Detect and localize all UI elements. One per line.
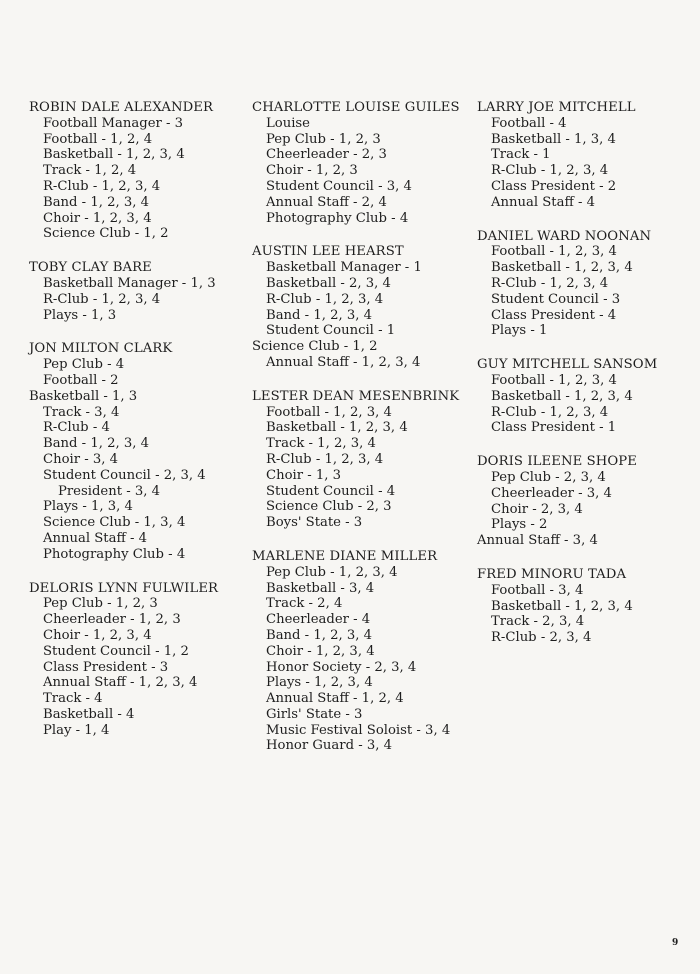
activity-line: Plays - 1, 2, 3, 4	[266, 675, 373, 691]
student-name: ROBIN DALE ALEXANDER	[29, 100, 214, 115]
activity-line: R-Club - 1, 2, 3, 4	[491, 404, 609, 420]
student-entry	[29, 260, 249, 323]
student-entry	[477, 357, 697, 436]
activity-line: Music Festival Soloist - 3, 4	[266, 722, 451, 738]
activity-line: R-Club - 1, 2, 3, 4	[43, 291, 161, 307]
activity-line: Class President - 1	[491, 420, 617, 436]
activity-line: Choir - 1, 2, 3	[266, 163, 358, 179]
activity-line: Track - 1	[491, 147, 551, 163]
activity-line: Science Club - 1, 2	[252, 339, 378, 355]
student-name: CHARLOTTE LOUISE GUILES	[252, 100, 460, 115]
activity-line: President - 3, 4	[58, 483, 161, 499]
activity-line: Student Council - 2, 3, 4	[43, 467, 206, 483]
student-name: DANIEL WARD NOONAN	[477, 228, 652, 244]
activity-line: Plays - 1	[491, 323, 548, 339]
activity-line: Choir - 1, 2, 3, 4	[266, 643, 375, 659]
student-name: DELORIS LYNN FULWILER	[29, 580, 219, 596]
activity-line: Science Club - 2, 3	[266, 499, 392, 515]
activity-line: Football - 1, 2, 4	[43, 131, 153, 147]
page-number: 9	[672, 938, 679, 948]
activity-line: Girls' State - 3	[266, 706, 363, 722]
activity-line: Student Council - 3	[491, 291, 621, 307]
student-name: TOBY CLAY BARE	[29, 260, 152, 276]
student-entry	[252, 244, 474, 370]
student-name: GUY MITCHELL SANSOM	[477, 357, 658, 373]
activity-line: Plays - 1, 3	[43, 307, 117, 323]
activity-line: R-Club - 2, 3, 4	[491, 630, 592, 646]
column-2	[252, 100, 474, 772]
student-name: AUSTIN LEE HEARST	[252, 244, 404, 260]
activity-line: Choir - 1, 2, 3, 4	[43, 210, 152, 226]
activity-line: Football - 1, 2, 3, 4	[491, 244, 617, 260]
activity-line: Track - 4	[43, 691, 103, 707]
activity-line: Choir - 3, 4	[43, 451, 119, 467]
activity-line: Football Manager - 3	[43, 115, 184, 131]
activity-line: Choir - 1, 2, 3, 4	[43, 627, 152, 643]
activity-line: Football - 1, 2, 3, 4	[491, 372, 617, 388]
activity-line: Football - 1, 2, 3, 4	[266, 404, 392, 420]
student-entry	[252, 100, 474, 226]
student-entry	[29, 100, 249, 242]
activity-line: Track - 2, 3, 4	[491, 614, 585, 630]
activity-line: Annual Staff - 2, 4	[266, 194, 387, 210]
student-entry	[29, 581, 249, 739]
activity-line: Louise	[266, 115, 310, 131]
student-entry	[252, 389, 474, 531]
activity-line: Basketball - 1, 3	[29, 388, 138, 404]
activity-line: Annual Staff - 1, 2, 3, 4	[43, 675, 198, 691]
activity-line: Class President - 3	[43, 659, 169, 675]
activity-line: Cheerleader - 1, 2, 3	[43, 612, 181, 628]
activity-line: Basketball - 4	[43, 706, 135, 722]
column-1	[29, 100, 249, 756]
activity-line: Plays - 2	[491, 517, 548, 533]
student-entry	[477, 454, 697, 549]
activity-line: Pep Club - 1, 2, 3, 4	[266, 564, 398, 580]
student-entry	[477, 100, 697, 211]
activity-line: Track - 2, 4	[266, 596, 343, 612]
activity-line: Basketball - 2, 3, 4	[266, 275, 391, 291]
activity-line: Basketball - 1, 3, 4	[491, 131, 616, 147]
activity-line: Class President - 2	[491, 178, 617, 194]
activity-line: R-Club - 1, 2, 3, 4	[491, 163, 609, 179]
activity-line: Choir - 1, 3	[266, 467, 342, 483]
activity-line: Basketball - 1, 2, 3, 4	[266, 420, 408, 436]
activity-line: Basketball - 1, 2, 3, 4	[491, 388, 633, 404]
activity-line: Student Council - 3, 4	[266, 178, 412, 194]
activity-line: Cheerleader - 4	[266, 612, 371, 628]
activity-line: Class President - 4	[491, 307, 617, 323]
activity-line: Annual Staff - 1, 2, 4	[266, 691, 404, 707]
student-name: JON MILTON CLARK	[29, 341, 173, 357]
activity-line: Annual Staff - 3, 4	[477, 533, 598, 549]
activity-line: Pep Club - 2, 3, 4	[491, 469, 606, 485]
activity-line: Track - 3, 4	[43, 404, 120, 420]
activity-line: Cheerleader - 3, 4	[491, 485, 612, 501]
activity-line: Photography Club - 4	[266, 210, 409, 226]
activity-line: Basketball - 3, 4	[266, 580, 375, 596]
activity-line: Annual Staff - 4	[491, 194, 596, 210]
activity-line: Pep Club - 1, 2, 3	[266, 131, 381, 147]
student-name: LESTER DEAN MESENBRINK	[252, 388, 460, 404]
student-name: LARRY JOE MITCHELL	[477, 100, 636, 115]
activity-line: Band - 1, 2, 3, 4	[43, 194, 150, 210]
activity-line: R-Club - 1, 2, 3, 4	[266, 451, 384, 467]
student-name: MARLENE DIANE MILLER	[252, 548, 438, 564]
activity-line: Student Council - 1, 2	[43, 643, 189, 659]
activity-line: Football - 2	[43, 372, 119, 388]
activity-line: Student Council - 1	[266, 323, 396, 339]
activity-line: Football - 3, 4	[491, 582, 584, 598]
student-entry	[477, 229, 697, 340]
activity-line: Plays - 1, 3, 4	[43, 499, 133, 515]
activity-line: Basketball Manager - 1	[266, 260, 422, 276]
activity-line: R-Club - 1, 2, 3, 4	[491, 275, 609, 291]
activity-line: Science Club - 1, 2	[43, 226, 169, 242]
activity-line: Student Council - 4	[266, 483, 396, 499]
activity-line: Basketball - 1, 2, 3, 4	[491, 598, 633, 614]
activity-line: R-Club - 4	[43, 420, 110, 436]
student-name: FRED MINORU TADA	[477, 566, 627, 582]
activity-line: Choir - 2, 3, 4	[491, 501, 583, 517]
activity-line: Annual Staff - 4	[43, 530, 148, 546]
activity-line: Track - 1, 2, 4	[43, 163, 137, 179]
activity-line: Honor Guard - 3, 4	[266, 738, 393, 754]
activity-line: Band - 1, 2, 3, 4	[266, 627, 373, 643]
activity-line: Play - 1, 4	[43, 722, 110, 738]
activity-line: Annual Staff - 1, 2, 3, 4	[266, 354, 421, 370]
activity-line: Track - 1, 2, 3, 4	[266, 436, 376, 452]
activity-line: Basketball Manager - 1, 3	[43, 275, 216, 291]
activity-line: Pep Club - 1, 2, 3	[43, 596, 158, 612]
activity-line: Honor Society - 2, 3, 4	[266, 659, 417, 675]
student-entry	[252, 549, 474, 754]
student-entry	[29, 341, 249, 562]
activity-line: R-Club - 1, 2, 3, 4	[43, 178, 161, 194]
student-entry	[477, 567, 697, 646]
activity-line: Pep Club - 4	[43, 357, 125, 373]
activity-line: Basketball - 1, 2, 3, 4	[491, 260, 633, 276]
activity-line: Football - 4	[491, 115, 567, 131]
activity-line: Cheerleader - 2, 3	[266, 147, 387, 163]
activity-line: Basketball - 1, 2, 3, 4	[43, 147, 185, 163]
column-3	[477, 100, 697, 664]
activity-line: Band - 1, 2, 3, 4	[266, 307, 373, 323]
activity-line: Photography Club - 4	[43, 546, 186, 562]
activity-line: R-Club - 1, 2, 3, 4	[266, 291, 384, 307]
activity-line: Boys' State - 3	[266, 515, 363, 531]
student-name: DORIS ILEENE SHOPE	[477, 454, 637, 470]
activity-line: Science Club - 1, 3, 4	[43, 515, 186, 531]
activity-line: Band - 1, 2, 3, 4	[43, 436, 150, 452]
